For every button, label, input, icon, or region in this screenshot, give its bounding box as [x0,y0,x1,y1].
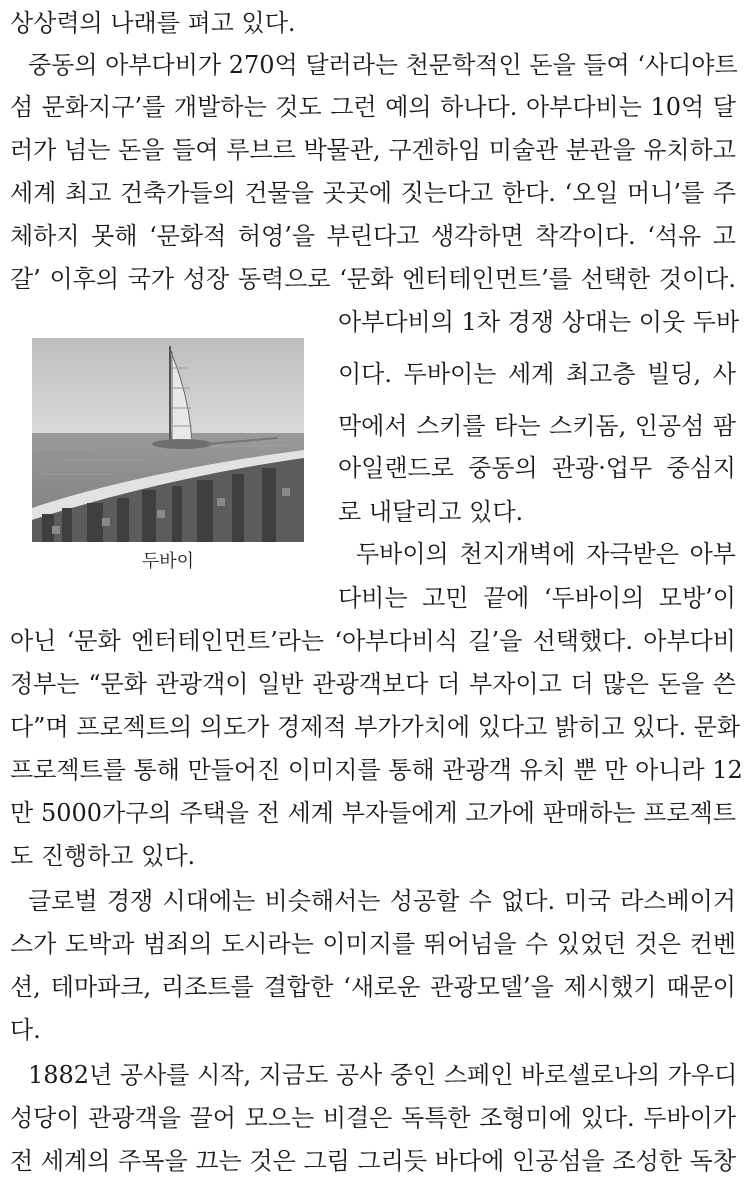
text-line: 막에서 스키를 타는 스키돔, 인공섬 팜 [338,412,736,440]
text-line: 아부다비의 1차 경쟁 상대는 이웃 두바 [338,308,740,336]
text-line: 이다. 두바이는 세계 최고층 빌딩, 사 [338,360,736,388]
text-line: 다. [10,1016,41,1044]
text-line: 다비는 고민 끝에 ‘두바이의 모방’이 [338,584,736,612]
text-line: 1882년 공사를 시작, 지금도 공사 중인 스페인 바로셀로나의 가우디 [28,1061,738,1089]
text-line: 다”며 프로젝트의 의도가 경제적 부가가치에 있다고 밝히고 있다. 문화 [10,713,741,741]
text-line: 아일랜드로 중동의 관광·업무 중심지 [338,454,736,482]
text-line: 도 진행하고 있다. [10,842,196,870]
text-line: 글로벌 경쟁 시대에는 비슷해서는 성공할 수 없다. 미국 라스베이거 [28,887,736,915]
text-line: 세계 최고 건축가들의 건물을 곳곳에 짓는다고 한다. ‘오일 머니’를 주 [10,179,736,207]
text-line: 섬 문화지구’를 개발하는 것도 그런 예의 하나다. 아부다비는 10억 달 [10,93,736,121]
dubai-photo [32,338,304,542]
text-line: 정부는 “문화 관광객이 일반 관광객보다 더 부자이고 더 많은 돈을 쓴 [10,670,736,698]
photo-caption: 두바이 [141,551,195,572]
text-line: 프로젝트를 통해 만들어진 이미지를 통해 관광객 유치 뿐 만 아니라 12 [10,756,743,784]
text-line: 로 내달리고 있다. [338,498,524,526]
text-line: 두바이의 천지개벽에 자극받은 아부 [356,540,736,568]
text-line: 갈’ 이후의 국가 성장 동력으로 ‘문화 엔터테인먼트’를 선택한 것이다. [10,265,736,293]
text-line: 중동의 아부다비가 270억 달러라는 천문학적인 돈을 들여 ‘사디야트 [28,51,738,79]
text-line: 전 세계의 주목을 끄는 것은 그림 그리듯 바다에 인공섬을 조성한 독창 [10,1147,736,1175]
text-line: 상상력의 나래를 펴고 있다. [10,9,296,37]
text-line: 체하지 못해 ‘문화적 허영’을 부린다고 생각하면 착각이다. ‘석유 고 [10,222,736,250]
text-line: 만 5000가구의 주택을 전 세계 부자들에게 고가에 판매하는 프로젝트 [10,799,736,827]
text-line: 러가 넘는 돈을 들여 루브르 박물관, 구겐하임 미술관 분관을 유치하고 [10,136,736,164]
text-line: 스가 도박과 범죄의 도시라는 이미지를 뛰어넘을 수 있었던 것은 컨벤 [10,930,736,958]
text-line: 성당이 관광객을 끌어 모으는 비결은 독특한 조형미에 있다. 두바이가 [10,1104,736,1132]
text-line: 아닌 ‘문화 엔터테인먼트’라는 ‘아부다비식 길’을 선택했다. 아부다비 [10,627,736,655]
text-line: 션, 테마파크, 리조트를 결합한 ‘새로운 관광모델’을 제시했기 때문이 [10,973,736,1001]
